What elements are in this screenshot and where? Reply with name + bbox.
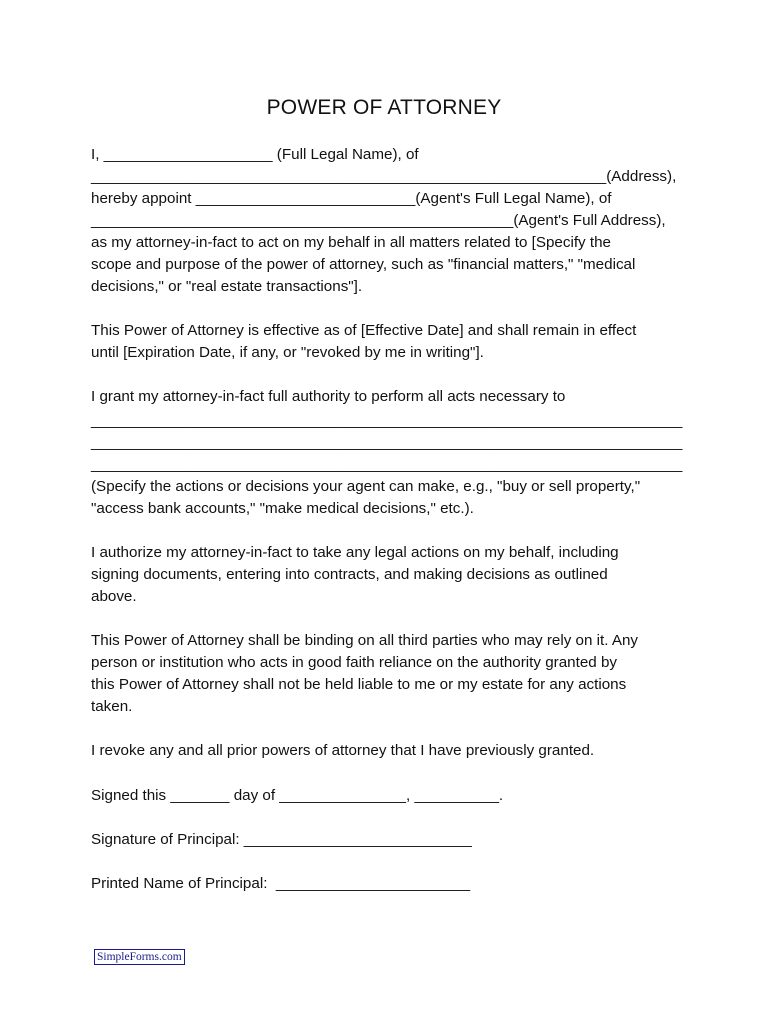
authority-instructions-line: "access bank accounts," "make medical decisions," etc.). — [91, 500, 474, 517]
expiration-date-line: until [Expiration Date, if any, or "revoked by me in writing"]. — [91, 344, 484, 361]
scope-text-line: scope and purpose of the power of attorney, such as "financial matters," "medical — [91, 256, 636, 273]
legal-actions-line: signing documents, entering into contracts, and making decisions as outlined — [91, 566, 608, 583]
third-parties-line: This Power of Attorney shall be binding on all third parties who may rely on it. Any — [91, 632, 639, 649]
third-parties-line: this Power of Attorney shall not be held liable to me or my estate for any actions — [91, 676, 627, 693]
authority-blank-line: ______________________________________________________________________ — [91, 412, 683, 429]
signed-date-line: Signed this _______ day of _______________, __________. — [91, 787, 504, 804]
signature-of-principal-line: Signature of Principal: ___________________________ — [91, 831, 472, 848]
third-parties-line: person or institution who acts in good faith reliance on the authority granted by — [91, 654, 617, 671]
authority-text-line: I grant my attorney-in-fact full authority to perform all acts necessary to — [91, 388, 566, 405]
scope-text-line: as my attorney-in-fact to act on my behalf in all matters related to [Specify the — [91, 234, 611, 251]
principal-address-line: _____________________________________________________________(Address), — [91, 168, 677, 185]
third-parties-line: taken. — [91, 698, 133, 715]
authority-blank-line: ______________________________________________________________________ — [91, 434, 683, 451]
revocation-line: I revoke any and all prior powers of attorney that I have previously granted. — [91, 742, 595, 759]
printed-name-of-principal-line: Printed Name of Principal: _______________________ — [91, 875, 471, 892]
effective-date-line: This Power of Attorney is effective as of [Effective Date] and shall remain in effect — [91, 322, 637, 339]
legal-actions-line: above. — [91, 588, 137, 605]
agent-address-line: __________________________________________________(Agent's Full Address), — [91, 212, 666, 229]
scope-text-line: decisions," or "real estate transactions"]. — [91, 278, 363, 295]
authority-blank-line: ______________________________________________________________________ — [91, 456, 683, 473]
authority-instructions-line: (Specify the actions or decisions your agent can make, e.g., "buy or sell property," — [91, 478, 641, 495]
document-title: POWER OF ATTORNEY — [266, 96, 502, 119]
agent-name-line: hereby appoint __________________________(Agent's Full Legal Name), of — [91, 190, 612, 207]
simpleforms-link[interactable]: SimpleForms.com — [94, 949, 185, 965]
principal-name-line: I, ____________________ (Full Legal Name), of — [91, 146, 419, 163]
legal-actions-line: I authorize my attorney-in-fact to take any legal actions on my behalf, including — [91, 544, 619, 561]
